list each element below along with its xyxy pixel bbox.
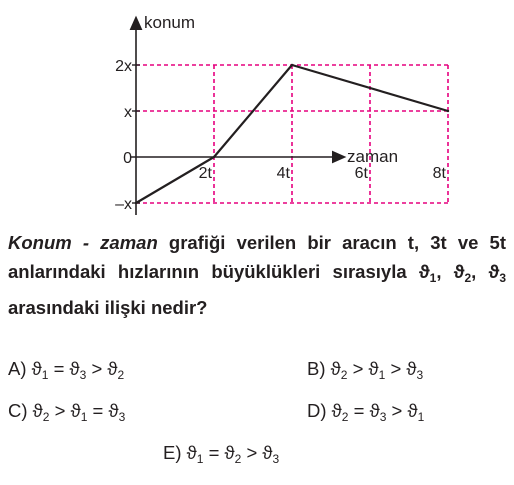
x-axis-label: zaman [347, 147, 399, 166]
question-sub-3: 3 [499, 271, 506, 285]
option-a-sub: 2 [117, 368, 125, 382]
option-a-label: A) [8, 358, 32, 379]
option-d-symbol: ϑ [331, 400, 342, 421]
option-d[interactable] [307, 400, 424, 424]
option-d-sub: 2 [341, 410, 349, 424]
option-e-symbol: ϑ [186, 442, 197, 463]
option-d-sub: 3 [379, 410, 387, 424]
question-part-2: arasındaki ilişki nedir? [8, 297, 208, 318]
option-c-label: C) [8, 400, 33, 421]
option-c-sub: 3 [118, 410, 126, 424]
option-c-sub: 1 [80, 410, 88, 424]
y-tick-label: x [124, 104, 132, 121]
option-a-sub: 1 [41, 368, 49, 382]
option-b-label: B) [307, 358, 331, 379]
data-point [447, 110, 449, 112]
series-line [136, 65, 448, 203]
option-c-sub: 2 [42, 410, 50, 424]
data-point [213, 156, 215, 158]
y-tick-label: –x [115, 196, 132, 213]
question-sep-1: , ϑ [436, 261, 465, 282]
option-e-label: E) [163, 442, 187, 463]
option-a-sub: 3 [79, 368, 87, 382]
x-tick-label: 6t [354, 165, 368, 182]
y-tick-label: 2x [115, 58, 132, 75]
option-b-sub: 1 [378, 368, 386, 382]
option-b[interactable] [307, 358, 423, 382]
option-c-symbol: > ϑ [49, 400, 81, 421]
option-a-symbol: = ϑ [48, 358, 80, 379]
question-sep-2: , ϑ [471, 261, 500, 282]
option-d-sub: 1 [417, 410, 425, 424]
question-text [8, 228, 506, 322]
option-c[interactable] [8, 400, 125, 424]
option-e-sub: 3 [272, 452, 280, 466]
x-tick-label: 2t [198, 165, 212, 182]
x-tick-label: 4t [276, 165, 290, 182]
option-b-symbol: > ϑ [347, 358, 379, 379]
data-point [291, 64, 293, 66]
option-c-symbol: ϑ [32, 400, 43, 421]
y-tick-label: 0 [123, 150, 132, 167]
question-sub-1: 1 [429, 271, 437, 285]
option-d-symbol: > ϑ [386, 400, 418, 421]
question-lead: Konum - zaman [8, 232, 158, 253]
tick-labels [115, 58, 446, 213]
option-d-symbol: = ϑ [348, 400, 380, 421]
option-b-symbol: ϑ [330, 358, 341, 379]
option-d-label: D) [307, 400, 332, 421]
option-e-sub: 1 [196, 452, 204, 466]
y-axis-label: konum [144, 13, 196, 32]
question-part-1: grafiği verilen bir aracın t, 3t ve 5t anlarındaki hızlarının büyüklükleri sırasıyla ϑ [8, 232, 507, 282]
option-a-symbol: ϑ [31, 358, 42, 379]
option-e-sub: 2 [234, 452, 242, 466]
option-a[interactable] [8, 358, 124, 382]
series [135, 64, 449, 204]
option-b-sub: 3 [416, 368, 424, 382]
question-sub-2: 2 [464, 271, 472, 285]
option-b-sub: 2 [340, 368, 348, 382]
x-tick-label: 8t [432, 165, 446, 182]
option-e-symbol: > ϑ [241, 442, 273, 463]
option-a-symbol: > ϑ [86, 358, 118, 379]
option-c-symbol: = ϑ [87, 400, 119, 421]
option-e[interactable] [163, 442, 279, 466]
position-time-graph [0, 0, 514, 225]
option-e-symbol: = ϑ [203, 442, 235, 463]
dashed-grid [136, 65, 448, 203]
option-b-symbol: > ϑ [385, 358, 417, 379]
data-point [135, 202, 137, 204]
